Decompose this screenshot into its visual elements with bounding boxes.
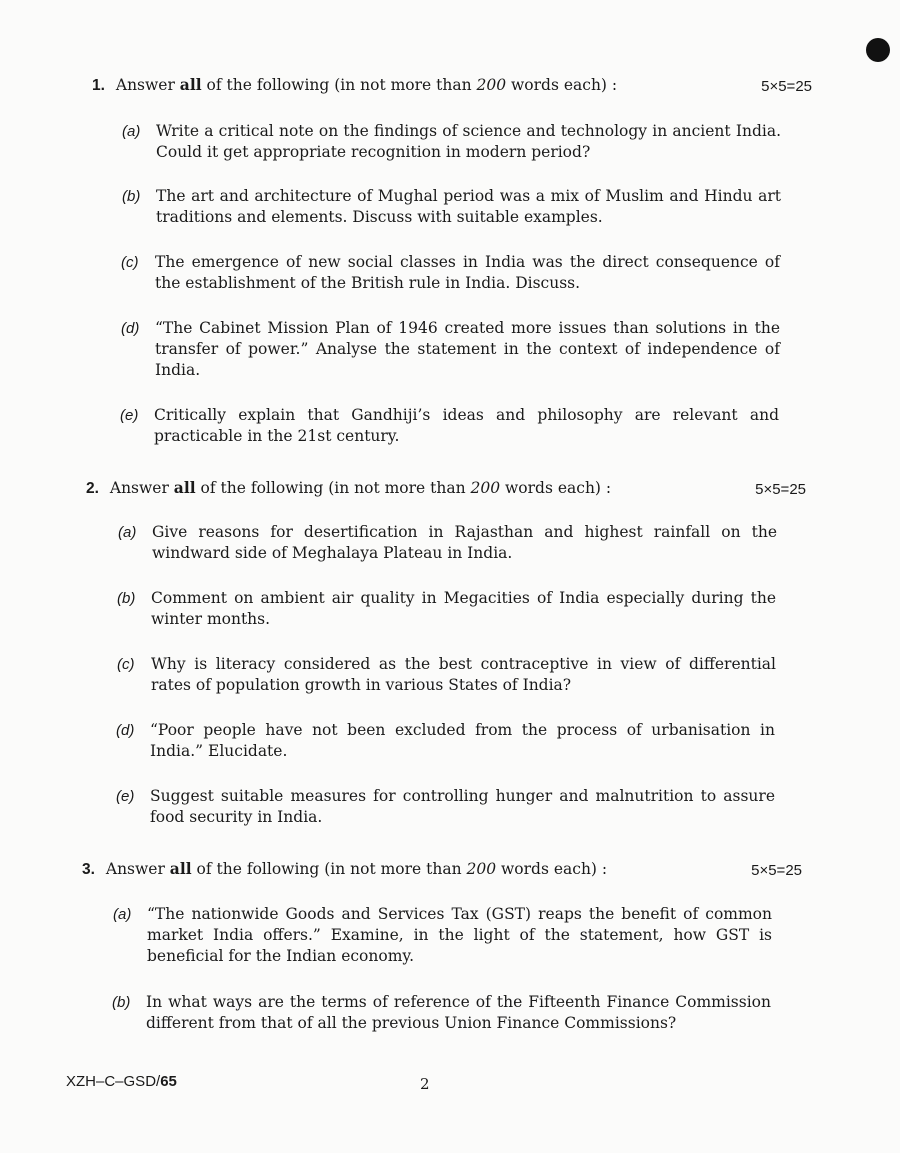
question-3-heading — [82, 858, 802, 881]
item-letter: (b) — [122, 188, 141, 205]
question-2a — [118, 522, 777, 564]
question-number: 1. — [92, 77, 105, 94]
item-letter: (c) — [117, 656, 135, 673]
item-letter: (e) — [116, 788, 135, 805]
registration-dot-mark — [866, 38, 890, 62]
word-limit: 200 — [476, 76, 507, 94]
question-2b — [117, 588, 776, 630]
question-number: 3. — [82, 861, 95, 878]
question-2e — [116, 786, 775, 828]
page-number: 2 — [420, 1075, 430, 1093]
question-1c — [121, 252, 780, 294]
instruction-text: words each) : — [506, 76, 618, 94]
item-text: Give reasons for desertification in Rajasthan and highest rainfall on the windward side of Meghalaya Plateau in India. — [152, 523, 777, 562]
instruction-text: Answer — [115, 76, 180, 94]
instruction-text: of the following (in not more than — [195, 479, 471, 497]
question-1b — [122, 186, 781, 228]
instruction-text: words each) : — [500, 479, 612, 497]
item-text: The emergence of new social classes in India was the direct consequence of the establishment of the British rule in India. Discuss. — [155, 253, 780, 292]
item-text: “Poor people have not been excluded from the process of urbanisation in India.” Elucidate. — [150, 721, 775, 760]
item-text: Comment on ambient air quality in Megacities of India especially during the winter months. — [151, 589, 776, 628]
instruction-text: of the following (in not more than — [201, 76, 477, 94]
item-letter: (a) — [122, 123, 141, 140]
item-text: Suggest suitable measures for controlling hunger and malnutrition to assure food security in India. — [150, 787, 775, 826]
instruction-text: of the following (in not more than — [191, 860, 467, 878]
marks-allocation: 5×5=25 — [751, 862, 802, 879]
paper-code — [66, 1073, 177, 1090]
question-3a — [113, 904, 772, 967]
marks-allocation: 5×5=25 — [755, 481, 806, 498]
instruction-emphasis: all — [173, 478, 196, 497]
item-text: Why is literacy considered as the best contraceptive in view of differential rates of population growth in various States of India? — [151, 655, 776, 694]
instruction-text: Answer — [109, 479, 174, 497]
instruction-emphasis: all — [169, 859, 192, 878]
paper-code-prefix: XZH–C–GSD/ — [66, 1073, 161, 1090]
item-text: In what ways are the terms of reference of the Fifteenth Finance Commission different from that of all the previous Union Finance Commissions? — [146, 993, 771, 1032]
instruction-emphasis: all — [179, 75, 202, 94]
instruction-text: Answer — [105, 860, 170, 878]
paper-code-number: 65 — [160, 1073, 177, 1090]
question-2-heading — [86, 477, 806, 500]
item-text: Write a critical note on the findings of science and technology in ancient India. Could it get appropriate recognition in modern period? — [156, 122, 781, 161]
question-2d — [116, 720, 775, 762]
question-3b — [112, 992, 771, 1034]
item-letter: (a) — [113, 906, 132, 923]
item-letter: (e) — [120, 407, 139, 424]
item-letter: (c) — [121, 254, 139, 271]
question-1-heading — [92, 74, 812, 97]
marks-allocation: 5×5=25 — [761, 78, 812, 95]
item-letter: (d) — [116, 722, 135, 739]
question-1e — [120, 405, 779, 447]
item-letter: (b) — [112, 994, 131, 1011]
question-number: 2. — [86, 480, 99, 497]
item-text: “The Cabinet Mission Plan of 1946 created more issues than solutions in the transfer of power.” Analyse the statement in the context of independence of India. — [155, 319, 780, 379]
instruction-text: words each) : — [496, 860, 608, 878]
question-1d — [121, 318, 780, 381]
item-text: The art and architecture of Mughal period was a mix of Muslim and Hindu art traditions and elements. Discuss with suitable examples. — [156, 187, 781, 226]
item-letter: (a) — [118, 524, 137, 541]
item-text: “The nationwide Goods and Services Tax (GST) reaps the benefit of common market India offers.” Examine, in the light of the statement, how GST is beneficial for the Indian economy. — [147, 905, 772, 965]
question-2c — [117, 654, 776, 696]
item-letter: (b) — [117, 590, 136, 607]
question-1a — [122, 121, 781, 163]
item-text: Critically explain that Gandhiji’s ideas and philosophy are relevant and practicable in the 21st century. — [154, 406, 779, 445]
word-limit: 200 — [470, 479, 501, 497]
word-limit: 200 — [466, 860, 497, 878]
item-letter: (d) — [121, 320, 140, 337]
